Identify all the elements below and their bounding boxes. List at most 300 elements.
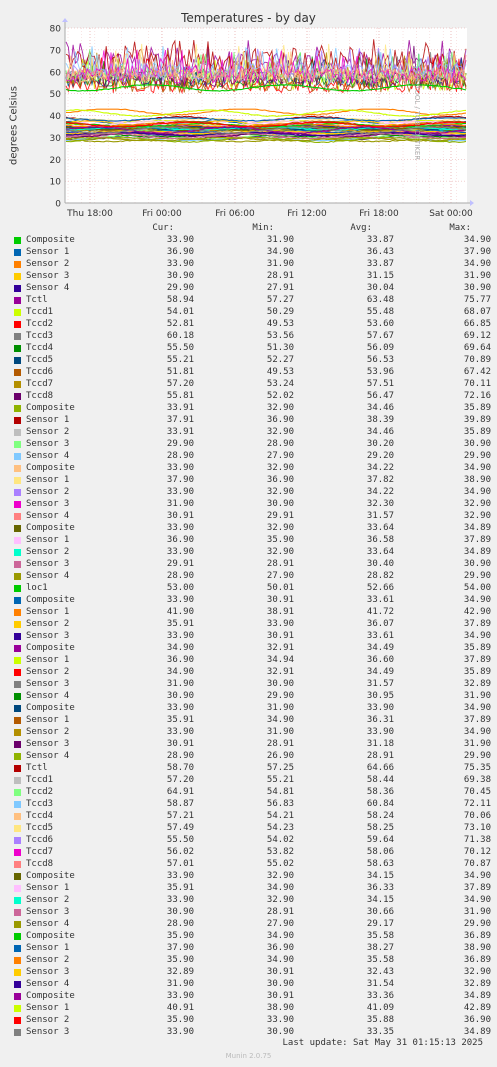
legend-max: 35.89 xyxy=(463,643,491,653)
legend-max: 36.90 xyxy=(463,1015,491,1025)
legend-swatch xyxy=(14,753,21,760)
legend-swatch xyxy=(14,285,21,292)
legend-row xyxy=(14,931,491,943)
legend-max: 42.89 xyxy=(463,1003,491,1013)
legend-row xyxy=(14,883,491,895)
legend-avg: 33.61 xyxy=(366,595,394,605)
legend-cur: 54.01 xyxy=(166,307,194,317)
legend-name: Composite xyxy=(26,403,75,413)
legend-cur: 36.90 xyxy=(166,535,194,545)
legend-avg: 34.22 xyxy=(366,463,394,473)
legend-cur: 33.91 xyxy=(166,403,194,413)
legend-cur: 33.90 xyxy=(166,523,194,533)
legend-name: Tccd7 xyxy=(26,847,54,857)
legend-avg: 33.36 xyxy=(366,991,394,1001)
legend-name: Tccd5 xyxy=(26,355,54,365)
legend-min: 31.90 xyxy=(266,235,294,245)
legend-min: 32.90 xyxy=(266,871,294,881)
legend-row xyxy=(14,691,491,703)
legend-avg: 59.64 xyxy=(366,835,394,845)
legend-avg: 41.72 xyxy=(366,607,394,617)
legend-cur: 34.90 xyxy=(166,667,194,677)
legend-avg: 35.58 xyxy=(366,955,394,965)
y-tick-label: 50 xyxy=(49,90,61,101)
legend-min: 27.90 xyxy=(266,571,294,581)
legend-min: 49.53 xyxy=(266,367,294,377)
legend-name: Sensor 2 xyxy=(26,727,70,737)
legend-cur: 30.90 xyxy=(166,271,194,281)
legend-swatch xyxy=(14,585,21,592)
legend-name: Sensor 1 xyxy=(26,475,70,485)
legend-name: Sensor 4 xyxy=(26,691,70,701)
legend-row xyxy=(14,991,491,1003)
legend-max: 35.89 xyxy=(463,667,491,677)
legend-swatch xyxy=(14,789,21,796)
legend-swatch xyxy=(14,561,21,568)
legend-max: 34.90 xyxy=(463,631,491,641)
legend-avg: 33.87 xyxy=(366,259,394,269)
legend-swatch xyxy=(14,381,21,388)
legend-row xyxy=(14,835,491,847)
legend-max: 73.10 xyxy=(463,823,491,833)
legend-min: 28.91 xyxy=(266,271,294,281)
legend-cur: 30.90 xyxy=(166,907,194,917)
legend-avg: 31.57 xyxy=(366,679,394,689)
legend-row xyxy=(14,511,491,523)
legend-min: 26.90 xyxy=(266,751,294,761)
legend-swatch xyxy=(14,705,21,712)
legend-swatch xyxy=(14,777,21,784)
legend-name: Sensor 2 xyxy=(26,487,70,497)
legend-min: 36.90 xyxy=(266,943,294,953)
legend-swatch xyxy=(14,453,21,460)
legend-swatch xyxy=(14,897,21,904)
legend-row xyxy=(14,379,491,391)
legend-max: 70.11 xyxy=(463,379,491,389)
legend-swatch xyxy=(14,477,21,484)
legend-row xyxy=(14,703,491,715)
legend-row xyxy=(14,583,491,595)
legend-min: 34.90 xyxy=(266,883,294,893)
legend-cur: 33.91 xyxy=(166,427,194,437)
legend-min: 34.90 xyxy=(266,955,294,965)
legend-name: Sensor 3 xyxy=(26,679,70,689)
legend-avg: 34.15 xyxy=(366,871,394,881)
legend-name: Sensor 1 xyxy=(26,607,70,617)
legend-max: 75.77 xyxy=(463,295,491,305)
legend-avg: 36.43 xyxy=(366,247,394,257)
legend-name: Sensor 1 xyxy=(26,415,70,425)
legend-max: 30.90 xyxy=(463,439,491,449)
legend-min: 27.90 xyxy=(266,451,294,461)
legend-avg: 58.25 xyxy=(366,823,394,833)
legend-cur: 57.49 xyxy=(166,823,194,833)
legend-avg: 28.82 xyxy=(366,571,394,581)
legend-min: 32.91 xyxy=(266,667,294,677)
legend-swatch xyxy=(14,597,21,604)
legend-avg: 41.09 xyxy=(366,1003,394,1013)
legend-avg: 36.07 xyxy=(366,619,394,629)
legend-row xyxy=(14,403,491,415)
legend-swatch xyxy=(14,945,21,952)
legend-min: 32.90 xyxy=(266,403,294,413)
legend-avg: 64.66 xyxy=(366,763,394,773)
legend-cur: 37.91 xyxy=(166,415,194,425)
legend-row xyxy=(14,631,491,643)
legend-row xyxy=(14,235,491,247)
legend-row xyxy=(14,967,491,979)
legend-max: 32.90 xyxy=(463,511,491,521)
legend-swatch xyxy=(14,333,21,340)
legend-cur: 35.91 xyxy=(166,715,194,725)
legend-avg: 36.58 xyxy=(366,535,394,545)
legend-name: Sensor 1 xyxy=(26,943,70,953)
legend-swatch xyxy=(14,1005,21,1012)
x-tick-label: Sat 00:00 xyxy=(429,209,473,219)
legend-max: 72.11 xyxy=(463,799,491,809)
legend-row xyxy=(14,247,491,259)
legend-row xyxy=(14,715,491,727)
legend-avg: 33.61 xyxy=(366,631,394,641)
legend-swatch xyxy=(14,993,21,1000)
legend-min: 50.29 xyxy=(266,307,294,317)
legend-name: Composite xyxy=(26,595,75,605)
legend-row xyxy=(14,727,491,739)
legend-swatch xyxy=(14,981,21,988)
x-tick-label: Fri 06:00 xyxy=(215,209,255,219)
legend-min: 54.02 xyxy=(266,835,294,845)
legend-avg: 35.58 xyxy=(366,931,394,941)
legend-name: Tccd7 xyxy=(26,379,54,389)
legend-row xyxy=(14,619,491,631)
legend-min: 32.90 xyxy=(266,463,294,473)
legend-min: 30.91 xyxy=(266,967,294,977)
legend-cur: 57.20 xyxy=(166,775,194,785)
legend-cur: 33.90 xyxy=(166,259,194,269)
legend-cur: 58.70 xyxy=(166,763,194,773)
legend-max: 37.89 xyxy=(463,883,491,893)
legend-row xyxy=(14,871,491,883)
legend-avg: 58.36 xyxy=(366,787,394,797)
legend-cur: 51.81 xyxy=(166,367,194,377)
legend-avg: 56.53 xyxy=(366,355,394,365)
legend-cur: 30.91 xyxy=(166,511,194,521)
legend-name: loc1 xyxy=(26,583,48,593)
legend-max: 34.89 xyxy=(463,991,491,1001)
legend-cur: 57.01 xyxy=(166,859,194,869)
legend-row xyxy=(14,523,491,535)
legend-name: Sensor 1 xyxy=(26,715,70,725)
legend-max: 37.89 xyxy=(463,715,491,725)
legend-name: Composite xyxy=(26,235,75,245)
legend-name: Tctl xyxy=(26,295,48,305)
legend-row xyxy=(14,679,491,691)
legend-avg: 30.04 xyxy=(366,283,394,293)
legend-swatch xyxy=(14,297,21,304)
legend-row xyxy=(14,475,491,487)
legend-min: 52.27 xyxy=(266,355,294,365)
legend-name: Sensor 3 xyxy=(26,1027,70,1037)
legend-min: 54.21 xyxy=(266,811,294,821)
legend-max: 34.90 xyxy=(463,463,491,473)
legend-name: Tccd3 xyxy=(26,799,54,809)
legend-cur: 29.90 xyxy=(166,283,194,293)
legend-max: 34.90 xyxy=(463,871,491,881)
legend-avg: 32.43 xyxy=(366,967,394,977)
legend-min: 32.91 xyxy=(266,643,294,653)
legend-max: 29.90 xyxy=(463,571,491,581)
legend-max: 32.90 xyxy=(463,499,491,509)
legend-table xyxy=(14,235,491,1039)
legend-swatch xyxy=(14,849,21,856)
legend-max: 31.90 xyxy=(463,271,491,281)
legend-avg: 58.44 xyxy=(366,775,394,785)
legend-cur: 33.90 xyxy=(166,895,194,905)
legend-row xyxy=(14,655,491,667)
legend-cur: 35.90 xyxy=(166,931,194,941)
legend-cur: 52.81 xyxy=(166,319,194,329)
legend-max: 37.89 xyxy=(463,655,491,665)
legend-cur: 30.91 xyxy=(166,739,194,749)
legend-min: 33.90 xyxy=(266,1015,294,1025)
legend-max: 31.90 xyxy=(463,739,491,749)
legend-name: Sensor 3 xyxy=(26,271,70,281)
legend-max: 34.90 xyxy=(463,487,491,497)
legend-max: 38.90 xyxy=(463,475,491,485)
legend-name: Tccd2 xyxy=(26,787,54,797)
legend-min: 28.91 xyxy=(266,739,294,749)
legend-row xyxy=(14,979,491,991)
legend-min: 32.90 xyxy=(266,487,294,497)
legend-min: 34.90 xyxy=(266,931,294,941)
legend-avg: 33.90 xyxy=(366,727,394,737)
y-tick-label: 70 xyxy=(49,46,61,57)
legend-row xyxy=(14,271,491,283)
legend-min: 30.91 xyxy=(266,991,294,1001)
legend-min: 30.90 xyxy=(266,979,294,989)
legend-swatch xyxy=(14,249,21,256)
legend-swatch xyxy=(14,405,21,412)
legend-avg: 58.63 xyxy=(366,859,394,869)
legend-cur: 55.21 xyxy=(166,355,194,365)
legend-cur: 36.90 xyxy=(166,655,194,665)
legend-avg: 34.49 xyxy=(366,667,394,677)
y-tick-label: 10 xyxy=(49,177,61,188)
legend-max: 35.89 xyxy=(463,427,491,437)
legend-max: 38.90 xyxy=(463,943,491,953)
legend-name: Sensor 3 xyxy=(26,967,70,977)
legend-max: 36.89 xyxy=(463,931,491,941)
legend-min: 29.90 xyxy=(266,691,294,701)
legend-avg: 31.18 xyxy=(366,739,394,749)
legend-cur: 56.02 xyxy=(166,847,194,857)
legend-cur: 28.90 xyxy=(166,751,194,761)
legend-name: Composite xyxy=(26,523,75,533)
legend-min: 55.21 xyxy=(266,775,294,785)
legend-swatch xyxy=(14,417,21,424)
x-tick-label: Fri 18:00 xyxy=(359,209,399,219)
legend-max: 34.89 xyxy=(463,547,491,557)
legend-min: 28.90 xyxy=(266,439,294,449)
legend-cur: 29.90 xyxy=(166,439,194,449)
legend-cur: 28.90 xyxy=(166,919,194,929)
legend-cur: 37.90 xyxy=(166,943,194,953)
legend-cur: 33.90 xyxy=(166,463,194,473)
legend-max: 30.90 xyxy=(463,283,491,293)
legend-cur: 64.91 xyxy=(166,787,194,797)
legend-row xyxy=(14,955,491,967)
y-tick-label: 30 xyxy=(49,133,61,144)
legend-cur: 60.18 xyxy=(166,331,194,341)
legend-swatch xyxy=(14,357,21,364)
legend-cur: 35.90 xyxy=(166,955,194,965)
legend-row xyxy=(14,439,491,451)
legend-avg: 33.90 xyxy=(366,703,394,713)
legend-cur: 31.90 xyxy=(166,679,194,689)
legend-row xyxy=(14,283,491,295)
legend-max: 34.89 xyxy=(463,523,491,533)
legend-name: Sensor 2 xyxy=(26,895,70,905)
legend-min: 55.02 xyxy=(266,859,294,869)
legend-row xyxy=(14,763,491,775)
legend-cur: 33.90 xyxy=(166,1027,194,1037)
legend-name: Tccd2 xyxy=(26,319,54,329)
legend-swatch xyxy=(14,321,21,328)
legend-name: Tccd6 xyxy=(26,367,54,377)
legend-swatch xyxy=(14,1029,21,1036)
legend-min: 32.90 xyxy=(266,895,294,905)
legend-min: 31.90 xyxy=(266,727,294,737)
legend-max: 37.90 xyxy=(463,247,491,257)
legend-avg: 29.20 xyxy=(366,451,394,461)
legend-max: 75.35 xyxy=(463,763,491,773)
legend-cur: 29.91 xyxy=(166,559,194,569)
legend-avg: 31.54 xyxy=(366,979,394,989)
rrdtool-label: RRDTOOL / TOBI OETIKER xyxy=(413,70,421,161)
legend-min: 30.90 xyxy=(266,499,294,509)
munin-version: Munin 2.0.75 xyxy=(225,1052,272,1060)
col-cur: Cur: xyxy=(152,223,174,233)
legend-swatch xyxy=(14,669,21,676)
legend-avg: 33.87 xyxy=(366,235,394,245)
legend-swatch xyxy=(14,273,21,280)
legend-max: 34.90 xyxy=(463,235,491,245)
legend-min: 34.90 xyxy=(266,715,294,725)
legend-row xyxy=(14,535,491,547)
legend-swatch xyxy=(14,969,21,976)
legend-min: 38.91 xyxy=(266,607,294,617)
legend-cur: 57.21 xyxy=(166,811,194,821)
legend-name: Sensor 3 xyxy=(26,631,70,641)
legend-max: 69.64 xyxy=(463,343,491,353)
legend-avg: 34.46 xyxy=(366,403,394,413)
legend-row xyxy=(14,547,491,559)
legend-min: 38.90 xyxy=(266,1003,294,1013)
legend-avg: 63.48 xyxy=(366,295,394,305)
legend-cur: 53.00 xyxy=(166,583,194,593)
legend-min: 28.91 xyxy=(266,907,294,917)
legend-swatch xyxy=(14,1017,21,1024)
legend-min: 36.90 xyxy=(266,475,294,485)
legend-name: Sensor 3 xyxy=(26,559,70,569)
x-axis-arrow xyxy=(470,200,474,206)
legend-min: 30.90 xyxy=(266,1027,294,1037)
legend-min: 49.53 xyxy=(266,319,294,329)
legend-swatch xyxy=(14,825,21,832)
legend-min: 57.27 xyxy=(266,295,294,305)
legend-name: Sensor 4 xyxy=(26,979,70,989)
legend-swatch xyxy=(14,681,21,688)
legend-min: 54.23 xyxy=(266,823,294,833)
legend-row xyxy=(14,499,491,511)
legend-name: Tccd5 xyxy=(26,823,54,833)
legend-name: Sensor 1 xyxy=(26,535,70,545)
legend-name: Composite xyxy=(26,643,75,653)
legend-cur: 30.90 xyxy=(166,691,194,701)
legend-min: 32.90 xyxy=(266,523,294,533)
legend-avg: 30.20 xyxy=(366,439,394,449)
legend-swatch xyxy=(14,885,21,892)
legend-row xyxy=(14,919,491,931)
legend-avg: 56.09 xyxy=(366,343,394,353)
legend-cur: 33.90 xyxy=(166,727,194,737)
legend-max: 68.07 xyxy=(463,307,491,317)
legend-name: Tccd4 xyxy=(26,811,54,821)
legend-avg: 32.30 xyxy=(366,499,394,509)
legend-cur: 33.90 xyxy=(166,595,194,605)
legend-max: 30.90 xyxy=(463,559,491,569)
legend-avg: 34.46 xyxy=(366,427,394,437)
last-update: Last update: Sat May 31 01:15:13 2025 xyxy=(282,1038,483,1048)
y-tick-label: 0 xyxy=(55,199,61,210)
legend-name: Tccd4 xyxy=(26,343,54,353)
legend-max: 31.90 xyxy=(463,691,491,701)
legend-swatch xyxy=(14,501,21,508)
legend-swatch xyxy=(14,741,21,748)
legend-min: 34.94 xyxy=(266,655,294,665)
legend-row xyxy=(14,259,491,271)
legend-swatch xyxy=(14,873,21,880)
legend-max: 29.90 xyxy=(463,751,491,761)
legend-swatch xyxy=(14,261,21,268)
legend-name: Tccd1 xyxy=(26,307,54,317)
legend-swatch xyxy=(14,309,21,316)
legend-swatch xyxy=(14,393,21,400)
legend-min: 32.90 xyxy=(266,547,294,557)
legend-cur: 41.90 xyxy=(166,607,194,617)
legend-max: 34.90 xyxy=(463,595,491,605)
legend-avg: 60.84 xyxy=(366,799,394,809)
legend-max: 31.90 xyxy=(463,907,491,917)
legend-max: 37.89 xyxy=(463,619,491,629)
legend-swatch xyxy=(14,489,21,496)
legend-max: 71.38 xyxy=(463,835,491,845)
legend-max: 34.90 xyxy=(463,895,491,905)
legend-cur: 33.90 xyxy=(166,871,194,881)
legend-row xyxy=(14,739,491,751)
legend-cur: 36.90 xyxy=(166,247,194,257)
legend-min: 54.81 xyxy=(266,787,294,797)
legend-cur: 33.90 xyxy=(166,487,194,497)
legend-avg: 35.88 xyxy=(366,1015,394,1025)
legend-name: Sensor 2 xyxy=(26,259,70,269)
legend-avg: 55.48 xyxy=(366,307,394,317)
legend-avg: 58.24 xyxy=(366,811,394,821)
legend-row xyxy=(14,859,491,871)
legend-swatch xyxy=(14,729,21,736)
legend-name: Sensor 1 xyxy=(26,655,70,665)
legend-name: Sensor 3 xyxy=(26,499,70,509)
